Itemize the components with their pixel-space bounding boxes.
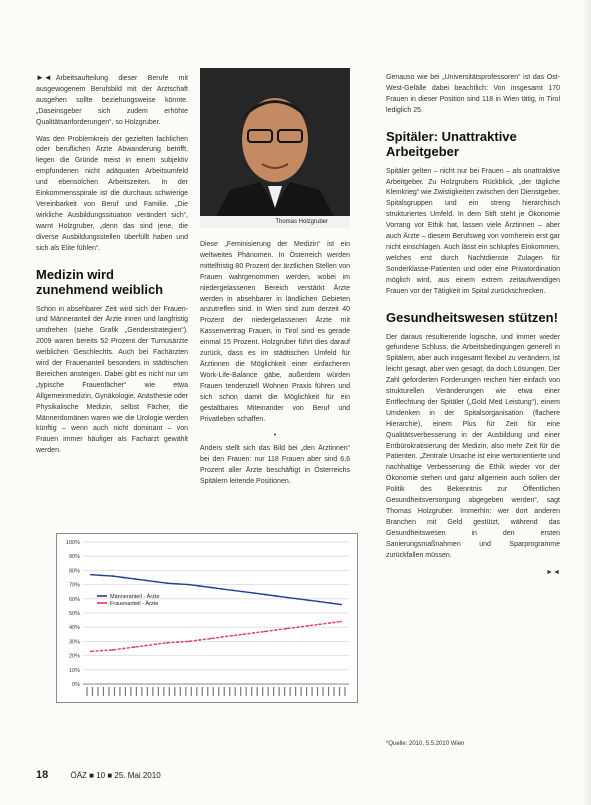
data-point [188,641,190,643]
paragraph-7: Spitäler gelten – nicht nur bei Frauen – als unattraktive Arbeitgeber. Zu Holzgrubers Rückblick, „der tägliche Kleinkrieg“ wie Zwistigkeiten zwischen den Dienstgeber, Spitalsgruppen und ein streng hierarchisch strukturiertes Umfeld. In dem Stift steht je Ökonomie Vorrang vor Ethik hat, lassen viele Ärztinnen – aber auch Ärzte – diesem Berufsweg von vornherein erst gar nicht einschlagen. Auch lässt ein schlupfes Einkommen, welches erst durch Nachtdienste Zulagen für Sonderklasse-Patienten und oder eine Privatordination möglich wird, aus einem extrem zeitaufwendigen Frauen vor der Tätigkeit im Spital zurückschrecken. [386,167,560,295]
x-tick-mark [224,687,225,696]
data-point [275,595,277,597]
data-point [286,596,288,598]
data-point [340,604,342,606]
x-tick-mark [268,687,269,696]
x-tick-mark [180,687,181,696]
x-tick-mark [191,687,192,696]
data-point [307,625,309,627]
x-tick-mark [328,687,329,696]
x-tick-mark [141,687,142,696]
data-point [231,589,233,591]
x-tick-mark [251,687,252,696]
data-point [297,626,299,628]
x-tick-mark [279,687,280,696]
x-tick-mark [295,687,296,696]
paragraph-5: Anders stellt sich das Bild bei „den Ärztinnen“ bei den Frauen: nur 118 Frauen aber sind 6,6 Prozent aller Ärzte beschäftigt in Österreichs Spitälern leitende Positionen. [200,445,350,486]
y-tick-label: 40% [68,625,80,632]
x-tick-mark [169,687,170,696]
photo-caption: Thomas Holzgruber [200,216,350,228]
page-footer [36,769,161,781]
end-arrow-icon: ►◄ [546,568,560,576]
data-point [188,584,190,586]
portrait-photo [200,68,350,228]
data-point [210,587,212,589]
x-tick-mark [218,687,219,696]
y-tick-label: 90% [68,554,80,561]
data-point [264,631,266,633]
data-point [286,628,288,630]
data-point [134,646,136,648]
x-tick-mark [196,687,197,696]
chart-svg [57,534,357,702]
column-2 [200,240,350,494]
x-tick-mark [185,687,186,696]
data-point [210,638,212,640]
x-tick-mark [97,687,98,696]
paragraph-1: ►◄ Arbeitsaufteilung dieser Berufe mit ausgewogenem Berufsbild mit der Arztschaft ausgehen sollte beziehungsweise könnte. „Daseinsgeber sich zudem erhöhte Qualitätsanforderungen“, so Holzgruber. [36,73,188,126]
y-tick-label: 80% [68,568,80,575]
y-tick-label: 20% [68,653,80,660]
data-point [101,650,103,652]
paragraph-3: Schon in absehbarer Zeit wird sich der Frauen- und Männeranteil der Ärzte innen und langfristig umdrehen (siehe Grafik „Genderstrategien“). 2009 waren bereits 52 Prozent der Turnusärzte weiblichen Geschlechts. Auch bei Fachärzten wird der Frauenanteil besonders in städtischen Bereichen ansteigen. Dabei gibt es nicht nur um „typische Frauenfächer“ wie etwa Allgemeinmedizin, Gynäkologie, Anästhesie oder Physikalische Medizin, selbst Fächer, die Männerdomänen waren wie die Urologie werden künftig – wenn auch nicht dominant – von Frauen immer häufiger als Facharzt gewählt werden. [36,305,188,455]
x-tick-mark [300,687,301,696]
x-tick-mark [152,687,153,696]
footnote: *Quelle: 2010, 5.5.2010 Wien [386,741,465,747]
data-point [318,623,320,625]
data-point [221,636,223,638]
x-tick-mark [322,687,323,696]
column-1 [36,73,188,463]
paragraph-2: Was den Problemkreis der gezielten fachlichen oder beruflichen Ärzte Abwanderung betrifft, liegen die Gründe meist in einem subjektiv empfundenen nicht adäquaten Arbeitsumfeld und ebensolchen Arbeitszeiten. In der Einkommensspirale ist die durchaus schwierige Vereinbarkeit von Beruf und Familie. „Die wirkliche Ausbildungssituation verändert sich“, warnt Holzgruber, „denn das sind jene, die diverse Ausbildungsstellen überfüllt haben und sich als Elite fühlen“. [36,135,188,252]
x-tick-mark [86,687,87,696]
x-tick-mark [130,687,131,696]
y-tick-label: 70% [68,582,80,589]
x-tick-mark [344,687,345,696]
data-point [199,585,201,587]
paragraph-8: Der daraus resultierende logische, und immer wieder gefundene Schluss, die Arbeitsbedingungen generell in Spitälern, aber auch insgesamt flexibel zu verändern, ist leicht gesagt, aber wen gesagt, da doch Lösungen. Der Zahl geforderten Forderungen reichen hier einfach von strukturellen Veränderungen wie etwa einer Entflechtung der Spitäler („Gold Med Leistung“), einem Umdenken in der Spitalsorganisation (flachere Hierarchie), einem Plus für Zeit für eine Qualitätsverbesserung in der Ausbildung und einer Entbürokratisierung der Medizin, also mehr Zeit für die Patienten. „Zentrale Ursache ist eine wertorientierte und nachhaltige Verbesserung die Ethik wieder vor der Ökonomie stehen und ganz allgemein auch sollen der Politik des Bekenntnis zur Öffentlichen Gesundheitsversorgung abgegeben werden“, sagt Thomas Holzgruber. Immerhin: wer dort anderen Branchen mit Geld gestützt, während das Gesundheitswesen in den ersten Sanierungsmaßnahmen und Sparprogramme zurückfallen müssen. [386,333,560,559]
x-tick-mark [158,687,159,696]
magazine-issue: ÖÄZ ■ 10 ■ 25. Mai 2010 [70,771,161,780]
x-tick-mark [273,687,274,696]
data-point [112,649,114,651]
data-point [297,598,299,600]
page-edge-shadow [583,0,591,805]
y-tick-label: 10% [68,667,80,674]
x-tick-mark [306,687,307,696]
data-point [329,602,331,604]
y-tick-label: 30% [68,639,80,646]
data-point [275,629,277,631]
data-point [329,622,331,624]
data-point [177,641,179,643]
y-tick-label: 50% [68,611,80,617]
data-point [318,601,320,603]
data-point [166,582,168,584]
data-point [242,591,244,593]
data-point [253,632,255,634]
data-point [155,643,157,645]
data-point [90,574,92,576]
x-tick-mark [125,687,126,696]
x-tick-mark [92,687,93,696]
x-tick-mark [240,687,241,696]
section-heading-spitaeler: Spitäler: Unattraktive Arbeitgeber [386,128,517,159]
data-point [134,578,136,580]
data-point [231,635,233,637]
section-heading-gesundheit: Gesundheitswesen stützen! [386,309,558,325]
x-tick-mark [147,687,148,696]
x-tick-mark [174,687,175,696]
x-tick-mark [114,687,115,696]
data-point [144,645,146,647]
gender-chart [56,533,358,703]
x-tick-mark [339,687,340,696]
x-tick-mark [119,687,120,696]
data-point [264,594,266,596]
column-3 [386,73,560,578]
x-tick-mark [333,687,334,696]
x-tick-mark [290,687,291,696]
paragraph-4: Diese „Feminisierung der Medizin“ ist ein weltweites Phänomen. In Österreich werden mittelfristig 80 Prozent der ärztlichen Stellen von Frauen wahrgenommen werden, wobei im niedergelassenen Bereich verstärkt Ärzte werden in absehbarer in ländlichen Gebieten anzutreffen sind. In Wien sind zum derzeit 40 Prozent der niedergelassenen Ärzte mit Kassenvertrag Frauen, in Tirol sind es gerade einmal 15 Prozent. Holzgruber führt dies darauf zurück, dass es im städtischen Umfeld für Ärztinnen die Möglichkeit einer einfacheren Work-Life-Balance gäbe, außerdem würden Frauen tendenziell Wohnen Praxis führen und sich schon damit die Möglichkeit für ein gestaltbares Miteinander von Beruf und Privatleben schaffen. [200,241,350,423]
x-tick-mark [108,687,109,696]
data-point [253,592,255,594]
y-tick-label: 100% [65,540,80,546]
x-tick-mark [207,687,208,696]
x-tick-mark [229,687,230,696]
x-tick-mark [284,687,285,696]
x-tick-mark [246,687,247,696]
bullet-separator: • [273,432,277,440]
data-point [242,633,244,635]
data-point [112,575,114,577]
x-tick-mark [103,687,104,696]
data-point [307,599,309,601]
x-tick-mark [317,687,318,696]
y-tick-label: 60% [68,596,80,603]
x-tick-mark [262,687,263,696]
x-tick-mark [163,687,164,696]
x-tick-mark [213,687,214,696]
data-point [123,577,125,579]
continue-arrow-icon: ►◄ [36,73,52,82]
x-tick-mark [202,687,203,696]
page-number: 18 [36,769,49,781]
portrait-image [200,68,350,228]
x-tick-mark [311,687,312,696]
legend-label: Männeranteil - Ärzte [110,594,160,600]
data-point [90,650,92,652]
data-point [101,574,103,576]
section-heading-medizin: Medizin wird zunehmend weiblich [36,266,164,297]
data-point [155,581,157,583]
data-point [199,639,201,641]
data-point [221,588,223,590]
data-point [166,642,168,644]
x-tick-mark [136,687,137,696]
x-tick-mark [257,687,258,696]
data-point [340,621,342,623]
data-point [177,583,179,585]
paragraph-6: Genauso wie bei „Universitätsprofessoren“ ist das Ost-West-Gefälle dabei beachtlich: Von insgesamt 170 Frauen in dieser Position sind 118 in Wien tätig, in Tirol lediglich 25. [386,74,560,114]
legend-label: Frauenanteil - Ärzte [110,601,159,607]
data-point [144,579,146,581]
y-tick-label: 0% [72,682,80,688]
data-point [123,648,125,650]
x-tick-mark [235,687,236,696]
